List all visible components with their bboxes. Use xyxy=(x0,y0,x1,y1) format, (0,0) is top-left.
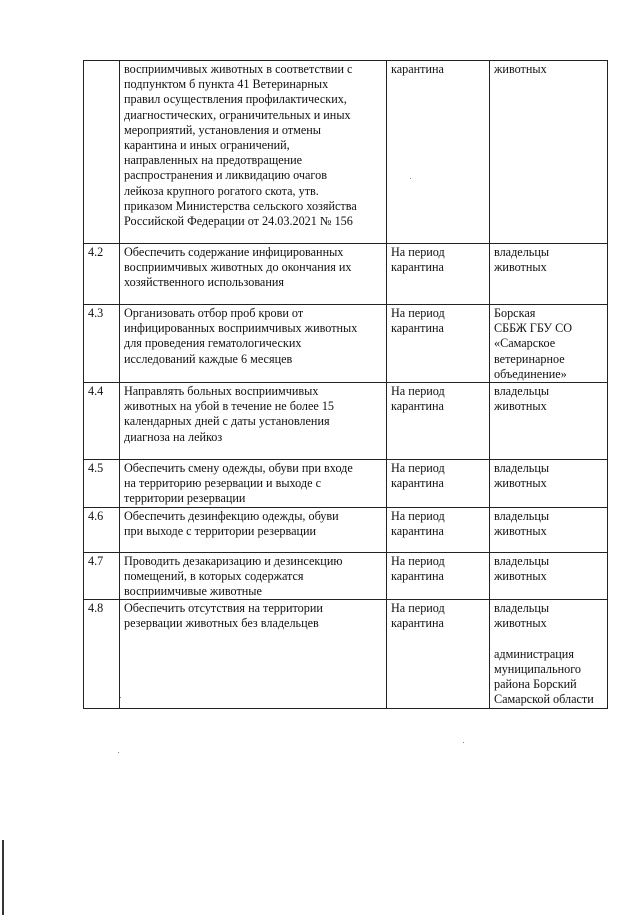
scan-speck xyxy=(118,752,119,753)
term-cell: На период карантина xyxy=(387,305,490,383)
action-cell: Обеспечить смену одежды, обуви при входе на территорию резервации и выходе с территории резервации xyxy=(120,460,387,508)
table-row xyxy=(84,61,608,244)
row-number xyxy=(84,61,120,244)
row-number: 4.2 xyxy=(84,244,120,305)
action-cell: Проводить дезакаризацию и дезинсекцию помещений, в которых содержатся восприимчивые животные xyxy=(120,552,387,600)
action-cell: Организовать отбор проб крови от инфицированных восприимчивых животных для проведения гематологических исследований каждые 6 месяцев xyxy=(120,305,387,383)
term-cell: На период карантина xyxy=(387,552,490,600)
action-cell: Направлять больных восприимчивых животных на убой в течение не более 15 календарных дней с даты установления диагноза на лейкоз xyxy=(120,383,387,460)
row-number: 4.4 xyxy=(84,383,120,460)
row-number: 4.8 xyxy=(84,600,120,708)
responsible-cell: владельцы животных xyxy=(490,507,608,552)
measures-table xyxy=(83,60,608,709)
term-cell: На период карантина xyxy=(387,507,490,552)
responsible-cell: владельцы животных администрация муниципального района Борский Самарской области xyxy=(490,600,608,708)
responsible-cell: владельцы животных xyxy=(490,383,608,460)
term-cell: На период карантина xyxy=(387,383,490,460)
table-row xyxy=(84,383,608,460)
table-row xyxy=(84,460,608,508)
term-cell: На период карантина xyxy=(387,460,490,508)
action-cell: Обеспечить отсутствия на территории резервации животных без владельцев xyxy=(120,600,387,708)
row-number: 4.7 xyxy=(84,552,120,600)
action-cell: восприимчивых животных в соответствии с подпунктом б пункта 41 Ветеринарных правил осуществления профилактических, диагностических, ограничительных и иных мероприятий, установления и отмены карантина и иных ограничений, направленных на предотвращение распространения и ликвидацию очагов лейкоза крупного рогатого скота, утв. приказом Министерства сельского хозяйства Российской Федерации от 24.03.2021 № 156 xyxy=(120,61,387,244)
row-number: 4.3 xyxy=(84,305,120,383)
table-row xyxy=(84,507,608,552)
table-row xyxy=(84,244,608,305)
responsible-cell: владельцы животных xyxy=(490,552,608,600)
term-cell: На период карантина xyxy=(387,600,490,708)
term-cell: На период карантина xyxy=(387,244,490,305)
scan-edge-mark xyxy=(2,840,4,915)
table-row xyxy=(84,552,608,600)
responsible-cell: владельцы животных xyxy=(490,244,608,305)
action-cell: Обеспечить дезинфекцию одежды, обуви при выходе с территории резервации xyxy=(120,507,387,552)
scan-speck xyxy=(463,742,464,743)
responsible-cell: животных xyxy=(490,61,608,244)
responsible-cell: владельцы животных xyxy=(490,460,608,508)
responsible-cell: Борская СББЖ ГБУ СО «Самарское ветеринарное объединение» xyxy=(490,305,608,383)
scan-speck xyxy=(120,697,121,698)
row-number: 4.5 xyxy=(84,460,120,508)
table-row xyxy=(84,600,608,708)
action-cell: Обеспечить содержание инфицированных восприимчивых животных до окончания их хозяйственного использования xyxy=(120,244,387,305)
row-number: 4.6 xyxy=(84,507,120,552)
term-cell: карантина xyxy=(387,61,490,244)
table-row xyxy=(84,305,608,383)
scan-speck xyxy=(410,178,411,179)
